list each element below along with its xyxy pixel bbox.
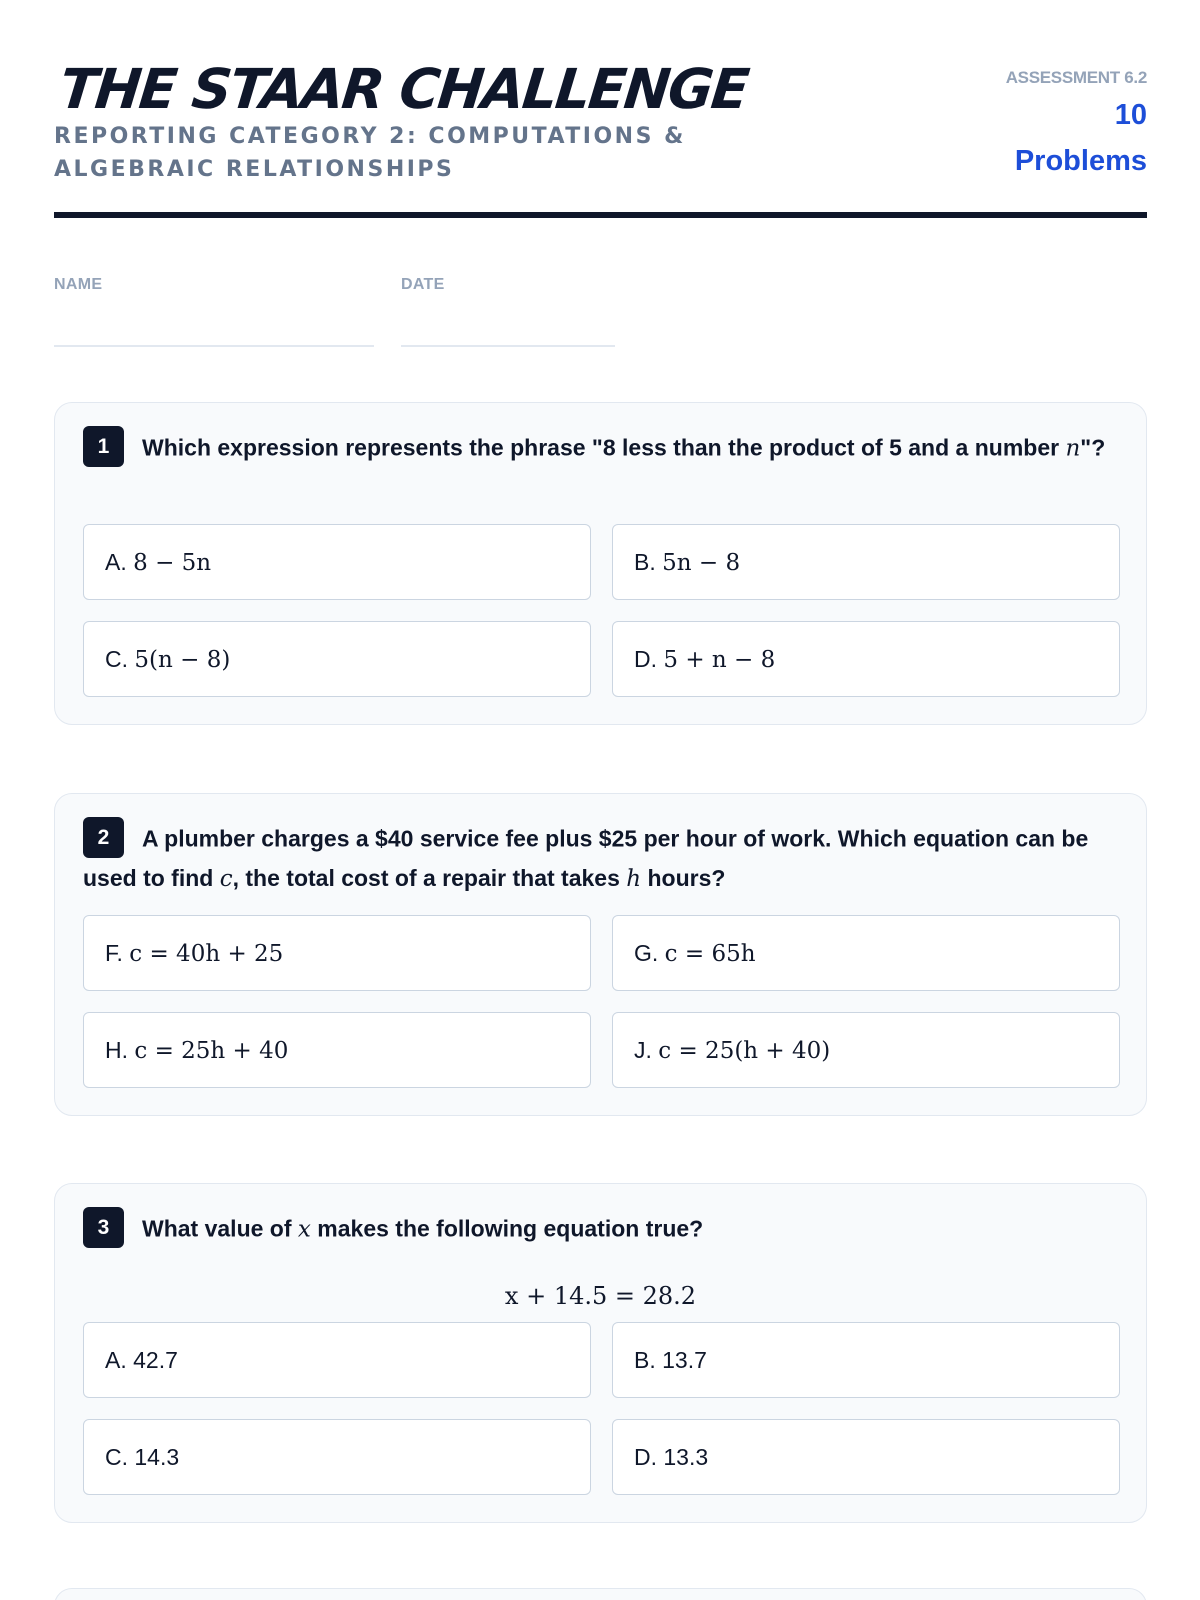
choice-j[interactable]: J. c = 25(h + 40): [612, 1012, 1120, 1088]
reporting-category: REPORTING CATEGORY 2: COMPUTATIONS & ALGEBRAIC RELATIONSHIPS: [54, 124, 686, 182]
choice-g[interactable]: G. c = 65h: [612, 915, 1120, 991]
problem-count: 10: [1114, 99, 1147, 131]
page-title: THE STAAR CHALLENGE: [56, 57, 751, 121]
choice-c[interactable]: C. 5(n − 8): [83, 621, 591, 697]
choice-c[interactable]: C. 14.3: [83, 1419, 591, 1495]
question-text: 1 Which expression represents the phrase "8 less than the product of 5 and a number n"?: [83, 429, 1118, 470]
header: [54, 58, 1147, 218]
choice-a[interactable]: A. 8 − 5n: [83, 524, 591, 600]
question-text: 2 A plumber charges a $40 service fee plus $25 per hour of work. Which equation can be used to find c, the total cost of a repair that takes h hours?: [83, 820, 1118, 896]
choice-b[interactable]: B. 5n − 8: [612, 524, 1120, 600]
question-card-1: [54, 402, 1147, 725]
date-field[interactable]: [401, 345, 615, 347]
choice-a[interactable]: A. 42.7: [83, 1322, 591, 1398]
choice-d[interactable]: D. 13.3: [612, 1419, 1120, 1495]
question-card-4: [54, 1588, 1147, 1600]
name-label: NAME: [54, 276, 103, 293]
choice-f[interactable]: F. c = 40h + 25: [83, 915, 591, 991]
question-number-badge: 3: [83, 1207, 124, 1248]
date-label: DATE: [401, 276, 445, 293]
assessment-label: ASSESSMENT 6.2: [1005, 68, 1147, 87]
name-field[interactable]: [54, 345, 374, 347]
equation: x + 14.5 = 28.2: [504, 1282, 697, 1310]
problem-count-label: Problems: [1014, 145, 1147, 177]
question-number-badge: 1: [83, 426, 124, 467]
question-number-badge: 2: [83, 817, 124, 858]
choice-b[interactable]: B. 13.7: [612, 1322, 1120, 1398]
question-card-2: [54, 793, 1147, 1116]
choice-d[interactable]: D. 5 + n − 8: [612, 621, 1120, 697]
question-card-3: [54, 1183, 1147, 1523]
question-text: 3 What value of x makes the following equation true?: [83, 1210, 1118, 1251]
choice-h[interactable]: H. c = 25h + 40: [83, 1012, 591, 1088]
